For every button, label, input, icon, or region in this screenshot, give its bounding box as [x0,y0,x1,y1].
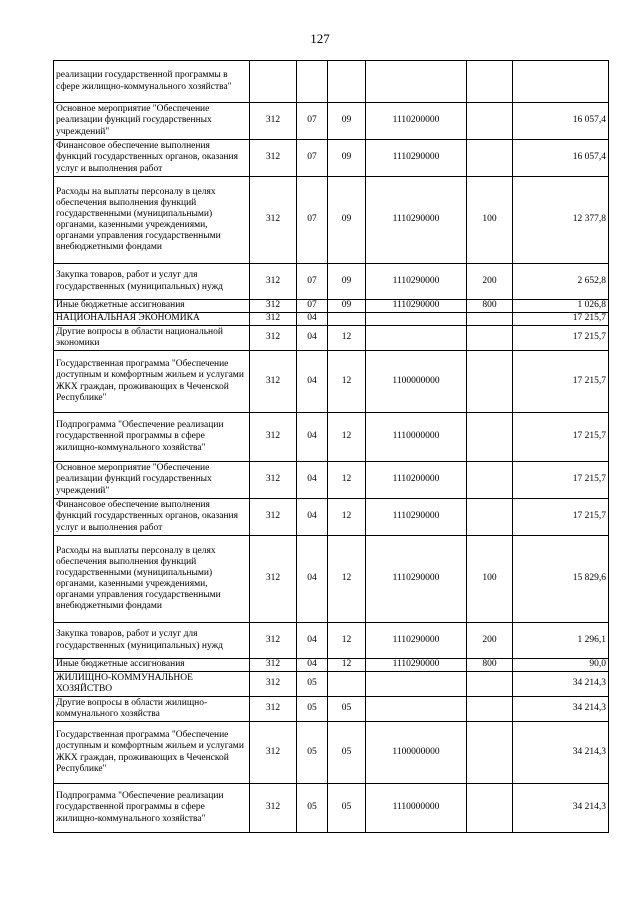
row-amount: 34 214,3 [513,722,609,784]
row-ved-code: 312 [250,326,297,351]
row-subsection-code: 09 [328,264,366,300]
table-row [54,61,609,103]
table-row [54,103,609,140]
row-ved-code: 312 [250,351,297,413]
table-row [54,536,609,623]
row-target-article: 1110000000 [366,784,467,833]
row-name: Государственная программа "Обеспечение доступным и комфортным жильем и услугами ЖКХ граждан, проживающих в Чеченской Республике" [54,722,250,784]
row-target-article: 1110290000 [366,140,467,177]
row-subsection-code: 09 [328,140,366,177]
row-subsection-code [328,672,366,697]
row-target-article: 1110200000 [366,462,467,499]
row-ved-code: 312 [250,697,297,722]
row-subsection-code [328,61,366,103]
row-name: Финансовое обеспечение выполнения функций государственных органов, оказания услуг и выполнения работ [54,140,250,177]
row-name: Другие вопросы в области национальной экономики [54,326,250,351]
row-section-code: 04 [297,413,328,462]
budget-table [53,60,609,833]
row-ved-code: 312 [250,264,297,300]
row-expense-type: 100 [467,177,513,264]
row-target-article [366,326,467,351]
row-target-article: 1100000000 [366,351,467,413]
row-name: Подпрограмма "Обеспечение реализации государственной программы в сфере жилищно-коммунального хозяйства" [54,784,250,833]
row-target-article: 1110290000 [366,659,467,672]
row-section-code: 04 [297,326,328,351]
row-target-article [366,61,467,103]
table-row [54,140,609,177]
row-section-code [297,61,328,103]
table-row [54,413,609,462]
row-name: Иные бюджетные ассигнования [54,300,250,313]
row-expense-type: 100 [467,536,513,623]
row-name: Закупка товаров, работ и услуг для государственных (муниципальных) нужд [54,264,250,300]
row-amount: 34 214,3 [513,672,609,697]
row-section-code: 05 [297,672,328,697]
row-target-article: 1110290000 [366,264,467,300]
row-amount: 17 215,7 [513,326,609,351]
table-row [54,313,609,326]
row-target-article: 1110290000 [366,623,467,659]
row-amount: 15 829,6 [513,536,609,623]
row-ved-code: 312 [250,784,297,833]
row-section-code: 04 [297,536,328,623]
row-amount [513,61,609,103]
row-expense-type [467,499,513,536]
row-name: Другие вопросы в области жилищно-коммунального хозяйства [54,697,250,722]
row-amount: 17 215,7 [513,499,609,536]
row-ved-code: 312 [250,313,297,326]
row-expense-type [467,462,513,499]
row-target-article: 1110000000 [366,413,467,462]
row-name: Государственная программа "Обеспечение доступным и комфортным жильем и услугами ЖКХ граждан, проживающих в Чеченской Республике" [54,351,250,413]
row-subsection-code: 12 [328,623,366,659]
table-row [54,659,609,672]
row-amount: 17 215,7 [513,462,609,499]
row-target-article: 1110290000 [366,499,467,536]
row-target-article [366,697,467,722]
row-expense-type [467,351,513,413]
row-name: Расходы на выплаты персоналу в целях обеспечения выполнения функций государственными (муниципальными) органами, казенными учреждениями, органами управления государственными внебюджетными фондами [54,536,250,623]
row-target-article: 1110290000 [366,177,467,264]
row-expense-type [467,61,513,103]
row-ved-code: 312 [250,672,297,697]
row-section-code: 05 [297,784,328,833]
row-section-code: 05 [297,697,328,722]
row-subsection-code: 12 [328,536,366,623]
row-ved-code: 312 [250,499,297,536]
row-target-article: 1110290000 [366,300,467,313]
row-amount: 34 214,3 [513,697,609,722]
row-subsection-code: 12 [328,351,366,413]
row-amount: 1 296,1 [513,623,609,659]
row-name: НАЦИОНАЛЬНАЯ ЭКОНОМИКА [54,313,250,326]
row-expense-type [467,326,513,351]
row-expense-type: 200 [467,264,513,300]
row-name: Иные бюджетные ассигнования [54,659,250,672]
row-ved-code: 312 [250,103,297,140]
table-row [54,672,609,697]
table-row [54,264,609,300]
row-amount: 17 215,7 [513,413,609,462]
table-row [54,326,609,351]
row-expense-type [467,722,513,784]
row-section-code: 04 [297,313,328,326]
row-amount: 17 215,7 [513,313,609,326]
row-ved-code: 312 [250,177,297,264]
table-row [54,722,609,784]
row-expense-type [467,784,513,833]
row-subsection-code: 05 [328,697,366,722]
table-row [54,177,609,264]
row-name: реализации государственной программы в сфере жилищно-коммунального хозяйства" [54,61,250,103]
row-ved-code: 312 [250,413,297,462]
row-subsection-code: 05 [328,784,366,833]
row-amount: 16 057,4 [513,103,609,140]
row-ved-code: 312 [250,300,297,313]
row-expense-type [467,313,513,326]
row-name: Финансовое обеспечение выполнения функций государственных органов, оказания услуг и выполнения работ [54,499,250,536]
row-ved-code: 312 [250,536,297,623]
row-subsection-code: 09 [328,300,366,313]
row-amount: 2 652,8 [513,264,609,300]
row-amount: 1 026,8 [513,300,609,313]
row-section-code: 07 [297,300,328,313]
table-row [54,462,609,499]
page-number: 127 [310,31,330,46]
row-subsection-code [328,313,366,326]
table-row [54,300,609,313]
row-expense-type: 800 [467,300,513,313]
row-name: Основное мероприятие "Обеспечение реализации функций государственных учреждений" [54,462,250,499]
row-subsection-code: 12 [328,413,366,462]
row-ved-code: 312 [250,623,297,659]
row-section-code: 05 [297,722,328,784]
row-target-article: 1110290000 [366,536,467,623]
table-row [54,351,609,413]
row-ved-code: 312 [250,140,297,177]
row-amount: 17 215,7 [513,351,609,413]
row-section-code: 04 [297,499,328,536]
row-subsection-code: 09 [328,177,366,264]
row-target-article [366,313,467,326]
row-subsection-code: 12 [328,326,366,351]
row-name: ЖИЛИЩНО-КОММУНАЛЬНОЕ ХОЗЯЙСТВО [54,672,250,697]
row-section-code: 07 [297,103,328,140]
row-subsection-code: 09 [328,103,366,140]
row-amount: 34 214,3 [513,784,609,833]
row-subsection-code: 05 [328,722,366,784]
row-name: Расходы на выплаты персоналу в целях обеспечения выполнения функций государственными (муниципальными) органами, казенными учреждениями, органами управления государственными внебюджетными фондами [54,177,250,264]
row-name: Подпрограмма "Обеспечение реализации государственной программы в сфере жилищно-коммунального хозяйства" [54,413,250,462]
row-name: Закупка товаров, работ и услуг для государственных (муниципальных) нужд [54,623,250,659]
row-expense-type: 200 [467,623,513,659]
row-ved-code: 312 [250,722,297,784]
row-section-code: 04 [297,659,328,672]
row-amount: 12 377,8 [513,177,609,264]
row-expense-type: 800 [467,659,513,672]
row-target-article: 1100000000 [366,722,467,784]
row-amount: 90,0 [513,659,609,672]
row-section-code: 04 [297,623,328,659]
row-expense-type [467,672,513,697]
row-section-code: 04 [297,462,328,499]
table-row [54,623,609,659]
row-section-code: 07 [297,177,328,264]
row-target-article: 1110200000 [366,103,467,140]
row-ved-code: 312 [250,462,297,499]
row-expense-type [467,697,513,722]
row-expense-type [467,140,513,177]
row-subsection-code: 12 [328,462,366,499]
row-subsection-code: 12 [328,659,366,672]
row-subsection-code: 12 [328,499,366,536]
row-expense-type [467,413,513,462]
row-target-article [366,672,467,697]
row-amount: 16 057,4 [513,140,609,177]
row-section-code: 07 [297,264,328,300]
row-expense-type [467,103,513,140]
row-ved-code [250,61,297,103]
row-ved-code: 312 [250,659,297,672]
row-name: Основное мероприятие "Обеспечение реализации функций государственных учреждений" [54,103,250,140]
row-section-code: 04 [297,351,328,413]
row-section-code: 07 [297,140,328,177]
table-row [54,499,609,536]
table-row [54,697,609,722]
table-row [54,784,609,833]
